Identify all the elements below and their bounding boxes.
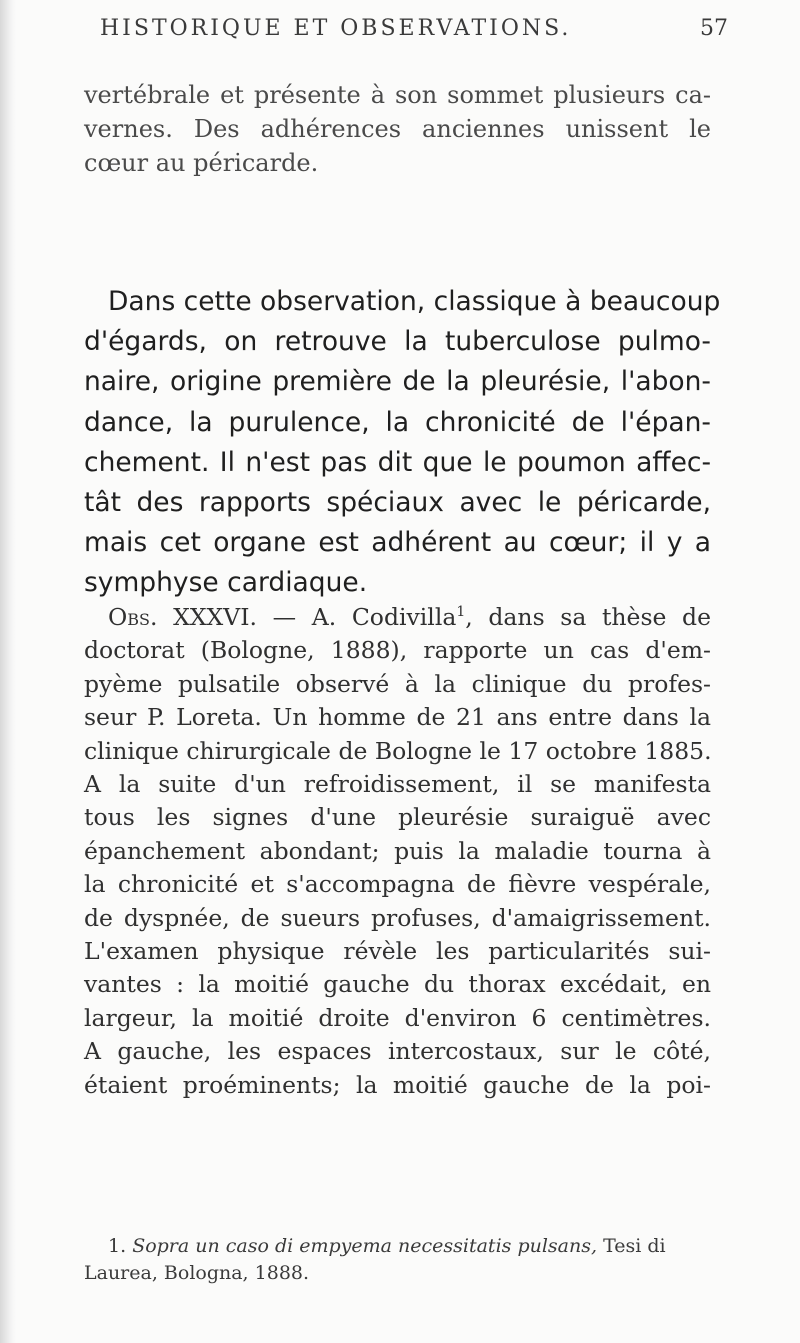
text-line: tous les signes d'une pleurésie suraiguë avec bbox=[84, 803, 711, 832]
paragraph-commentary bbox=[84, 282, 721, 604]
text-line: L'examen physique révèle les particularités sui- bbox=[84, 937, 711, 966]
text-line: doctorat (Bologne, 1888), rapporte un cas d'em- bbox=[84, 636, 711, 665]
text-line: A la suite d'un refroidissement, il se manifesta bbox=[84, 770, 711, 799]
footnote-line: Laurea, Bologna, 1888. bbox=[84, 1262, 310, 1284]
observation-heading: Obs. XXXVI. bbox=[108, 603, 257, 631]
text-line: chement. Il n'est pas dit que le poumon affec- bbox=[84, 446, 711, 478]
text-line: Dans cette observation, classique à beaucoup bbox=[108, 286, 721, 317]
text-line: étaient proéminents; la moitié gauche de la poi- bbox=[84, 1070, 711, 1099]
text-line: cœur au péricarde. bbox=[84, 149, 319, 177]
footnote bbox=[84, 1233, 711, 1287]
paragraph-continuation bbox=[84, 78, 711, 180]
footnote-text: Tesi di bbox=[597, 1235, 666, 1257]
observation-first-line bbox=[84, 601, 711, 634]
observation-text: , dans sa thèse de bbox=[465, 603, 711, 631]
text-line: dance, la purulence, la chronicité de l'épan- bbox=[84, 406, 711, 438]
text-line: clinique chirurgicale de Bologne le 17 octobre 1885. bbox=[84, 736, 712, 765]
text-line: tât des rapports spéciaux avec le péricarde, bbox=[84, 487, 711, 519]
text-line: d'égards, on retrouve la tuberculose pulmo- bbox=[84, 326, 711, 358]
page-number: 57 bbox=[700, 16, 728, 41]
text-line: la chronicité et s'accompagna de fièvre vespérale, bbox=[84, 870, 711, 899]
text-line: seur P. Loreta. Un homme de 21 ans entre dans la bbox=[84, 703, 711, 732]
text-line: épanchement abondant; puis la maladie tourna à bbox=[84, 836, 711, 865]
running-head bbox=[100, 16, 728, 41]
text-line: largeur, la moitié droite d'environ 6 centimètres. bbox=[84, 1003, 711, 1032]
text-line: mais cet organe est adhérent au cœur; il y a bbox=[84, 527, 711, 559]
observation-author: — A. Codivilla bbox=[257, 603, 457, 631]
footnote-number: 1. bbox=[108, 1235, 127, 1257]
text-line: A gauche, les espaces intercostaux, sur le côté, bbox=[84, 1037, 711, 1066]
text-line: vantes : la moitié gauche du thorax excédait, en bbox=[84, 970, 711, 999]
running-head-title: HISTORIQUE ET OBSERVATIONS. bbox=[100, 16, 572, 41]
footnote-line bbox=[84, 1233, 711, 1260]
footnote-title: Sopra un caso di empyema necessitatis pulsans, bbox=[132, 1235, 598, 1257]
text-line: naire, origine première de la pleurésie, l'abon- bbox=[84, 366, 711, 398]
text-line: de dyspnée, de sueurs profuses, d'amaigrissement. bbox=[84, 903, 711, 932]
text-line: pyème pulsatile observé à la clinique du profes- bbox=[84, 669, 711, 698]
text-line: symphyse cardiaque. bbox=[84, 567, 368, 599]
text-line: vernes. Des adhérences anciennes unissent le bbox=[84, 115, 711, 143]
footnote-reference: 1 bbox=[456, 604, 466, 621]
text-line: vertébrale et présente à son sommet plusieurs ca- bbox=[84, 81, 711, 109]
paragraph-observation bbox=[84, 601, 711, 1102]
